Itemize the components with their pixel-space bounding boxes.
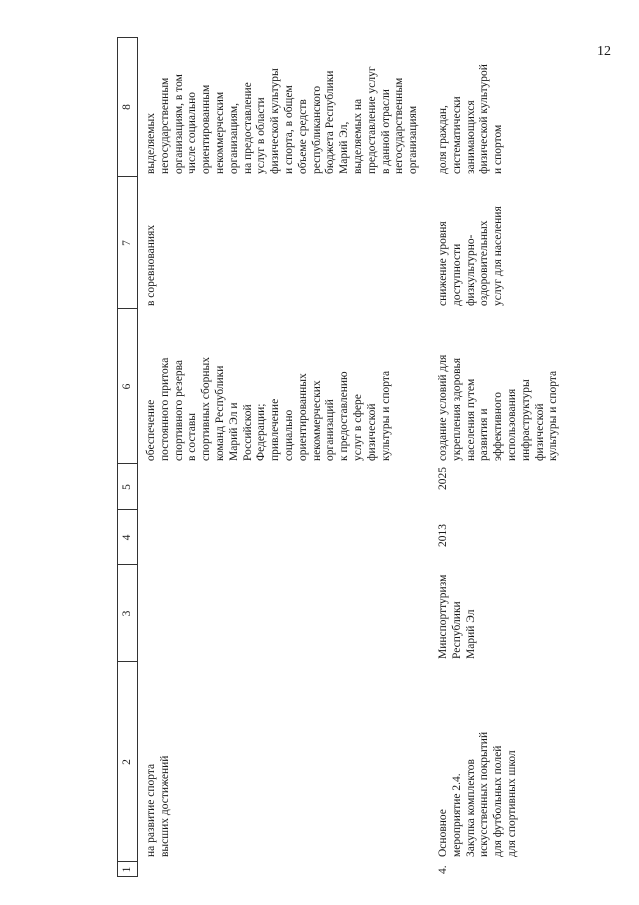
row2-indicator-cell: доля граждан, систематически занимающихся физической культурой и спортом [437,64,505,174]
column-header: 4 [121,534,133,541]
row2-number-cell: 4. [437,865,449,874]
row2-activity-cell: Основное мероприятие 2.4. Закупка комплектов искусственных покрытий для футбольных полей для спортивных школ [437,731,518,857]
page-number: 12 [597,44,611,59]
column-header: 5 [121,484,133,490]
row2-end-year-cell: 2025 [437,467,449,490]
column-header: 6 [121,383,133,390]
row2-start-year-cell: 2013 [437,524,449,547]
row1-goal-cell: на развитие спорта высших достижений [145,755,171,857]
column-header: 2 [121,759,133,765]
row1-result-cell: обеспечение постоянного притока спортивного резерва в составы спортивных сборных команд Республики Марий Эл и Российской Федерации; привлечение социально ориентированных некоммерческих организаций к предоставлению услуг в сфере физической культуры и спорта [145,357,392,461]
row1-indicator-cell: выделяемых негосударственным организациям, в том числе социально ориентированным некоммерческим организациям, на предоставление услуг в области физической культуры и спорта, в общем объеме средств республиканского бюджета Республики Марий Эл, выделяемых на предоставление услуг в данной отрасли негосударственным организациям [145,66,420,174]
row2-consequence-cell: снижение уровня доступности физкультурно- оздоровительных услуг для населения [437,206,505,306]
column-header: 3 [121,610,133,617]
row2-executor-cell: Минспорттуризм Республики Марий Эл [437,574,477,659]
rotated-table [117,37,639,877]
column-header: 8 [121,104,133,110]
row1-consequence-cell: в соревнованиях [145,224,157,306]
row2-result-cell: создание условий для укрепления здоровья населения путем развития и эффективного использования инфраструктуры физической культуры и спорта [437,354,560,461]
column-header: 1 [121,866,133,873]
column-header: 7 [121,240,133,246]
